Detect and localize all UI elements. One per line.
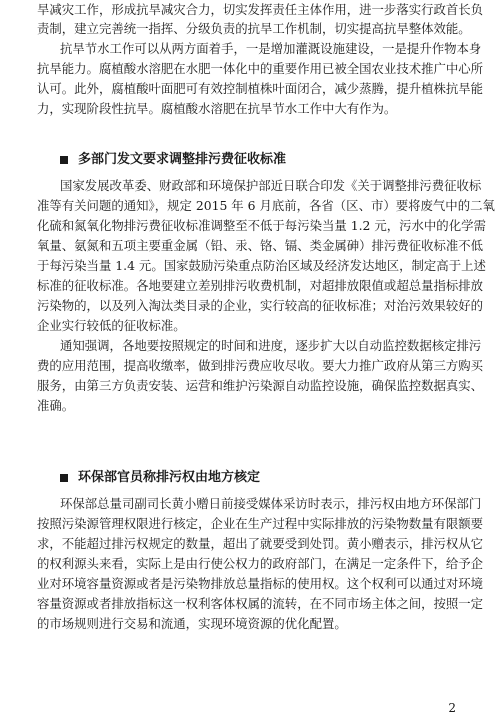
paragraph-line: 业对环境容量资源或者是污染物排放总量指标的使用权。这个权利可以通过对环境: [37, 576, 484, 591]
paragraph-line: 费的应用范围，提高收缴率，做到排污费应收尽收。要大力推广政府从第三方购买: [37, 358, 484, 373]
paragraph-line: 的权利源头来看，实际上是由行使公权力的政府部门，在满足一定条件下，给予企: [37, 556, 484, 571]
paragraph-line: 氧量、氨氮和五项主要重金属（铅、汞、铬、镉、类金属砷）排污费征收标准不低: [37, 238, 484, 253]
section-heading: [60, 470, 260, 486]
paragraph-line: 认可。此外，腐植酸叶面肥可有效控制植株叶面闭合，减少蒸腾，提升植株抗旱能: [37, 81, 484, 96]
square-bullet-icon: [60, 156, 68, 164]
paragraph-line: 于每污染当量 1.4 元。国家鼓励污染重点防治区域及经济发达地区，制定高于上述: [37, 258, 486, 273]
paragraph-line: 容量资源或者排放指标这一权利客体权属的流转，在不同市场主体之间，按照一定: [37, 596, 484, 611]
paragraph-line: 服务，由第三方负责安装、运营和维护污染源自动监控设施，确保监控数据真实、: [37, 378, 484, 393]
section-title: 多部门发文要求调整排污费征收标准: [78, 152, 287, 167]
paragraph-line: 准等有关问题的通知》，规定 2015 年 6 月底前，各省（区、市）要将废气中的二氧: [37, 198, 495, 213]
square-bullet-icon: [60, 474, 68, 482]
paragraph-line: 国家发展改革委、财政部和环境保护部近日联合印发《关于调整排污费征收标: [60, 178, 482, 193]
paragraph-line: 准确。: [37, 398, 75, 413]
paragraph-line: 标准的征收标准。各地要建立差别排污收费机制，对超排放限值或超总量指标排放: [37, 278, 484, 293]
paragraph-line: 环保部总量司副司长黄小赠日前接受媒体采访时表示，排污权由地方环保部门: [60, 496, 482, 511]
paragraph-line: 通知强调，各地要按照规定的时间和进度，逐步扩大以自动监控数据核定排污: [60, 338, 482, 353]
page-number: 2: [448, 701, 456, 715]
section-title: 环保部官员称排污权由地方核定: [78, 470, 261, 485]
paragraph-line: 企业实行较低的征收标准。: [37, 318, 186, 333]
paragraph-line: 化硫和氮氧化物排污费征收标准调整至不低于每污染当量 1.2 元，污水中的化学需: [37, 218, 486, 233]
paragraph-line: 抗旱节水工作可以从两方面着手，一是增加灌溉设施建设，一是提升作物本身: [60, 41, 482, 56]
paragraph-line: 求，不能超过排污权规定的数量，超出了就要受到处罚。黄小赠表示，排污权从它: [37, 536, 484, 551]
section-heading: [60, 152, 286, 168]
paragraph-line: 的市场规则进行交易和流通，实现环境资源的优化配置。: [37, 616, 347, 631]
paragraph-line: 按照污染源管理权限进行核定，企业在生产过程中实际排放的污染物数量有限额要: [37, 516, 484, 531]
paragraph-line: 责制，建立完善统一指挥、分级负责的抗旱工作机制，切实提高抗旱整体效能。: [37, 21, 471, 36]
paragraph-line: 力，实现阶段性抗旱。腐植酸水溶肥在抗旱节水工作中大有作为。: [37, 101, 397, 116]
paragraph-line: 污染物的，以及列入淘汰类目录的企业，实行较高的征收标准；对治污效果较好的: [37, 298, 484, 313]
paragraph-line: 抗旱能力。腐植酸水溶肥在水肥一体化中的重要作用已被全国农业技术推广中心所: [37, 61, 484, 76]
paragraph-line: 旱减灾工作，形成抗旱减灾合力，切实发挥责任主体作用，进一步落实行政首长负: [37, 2, 484, 17]
